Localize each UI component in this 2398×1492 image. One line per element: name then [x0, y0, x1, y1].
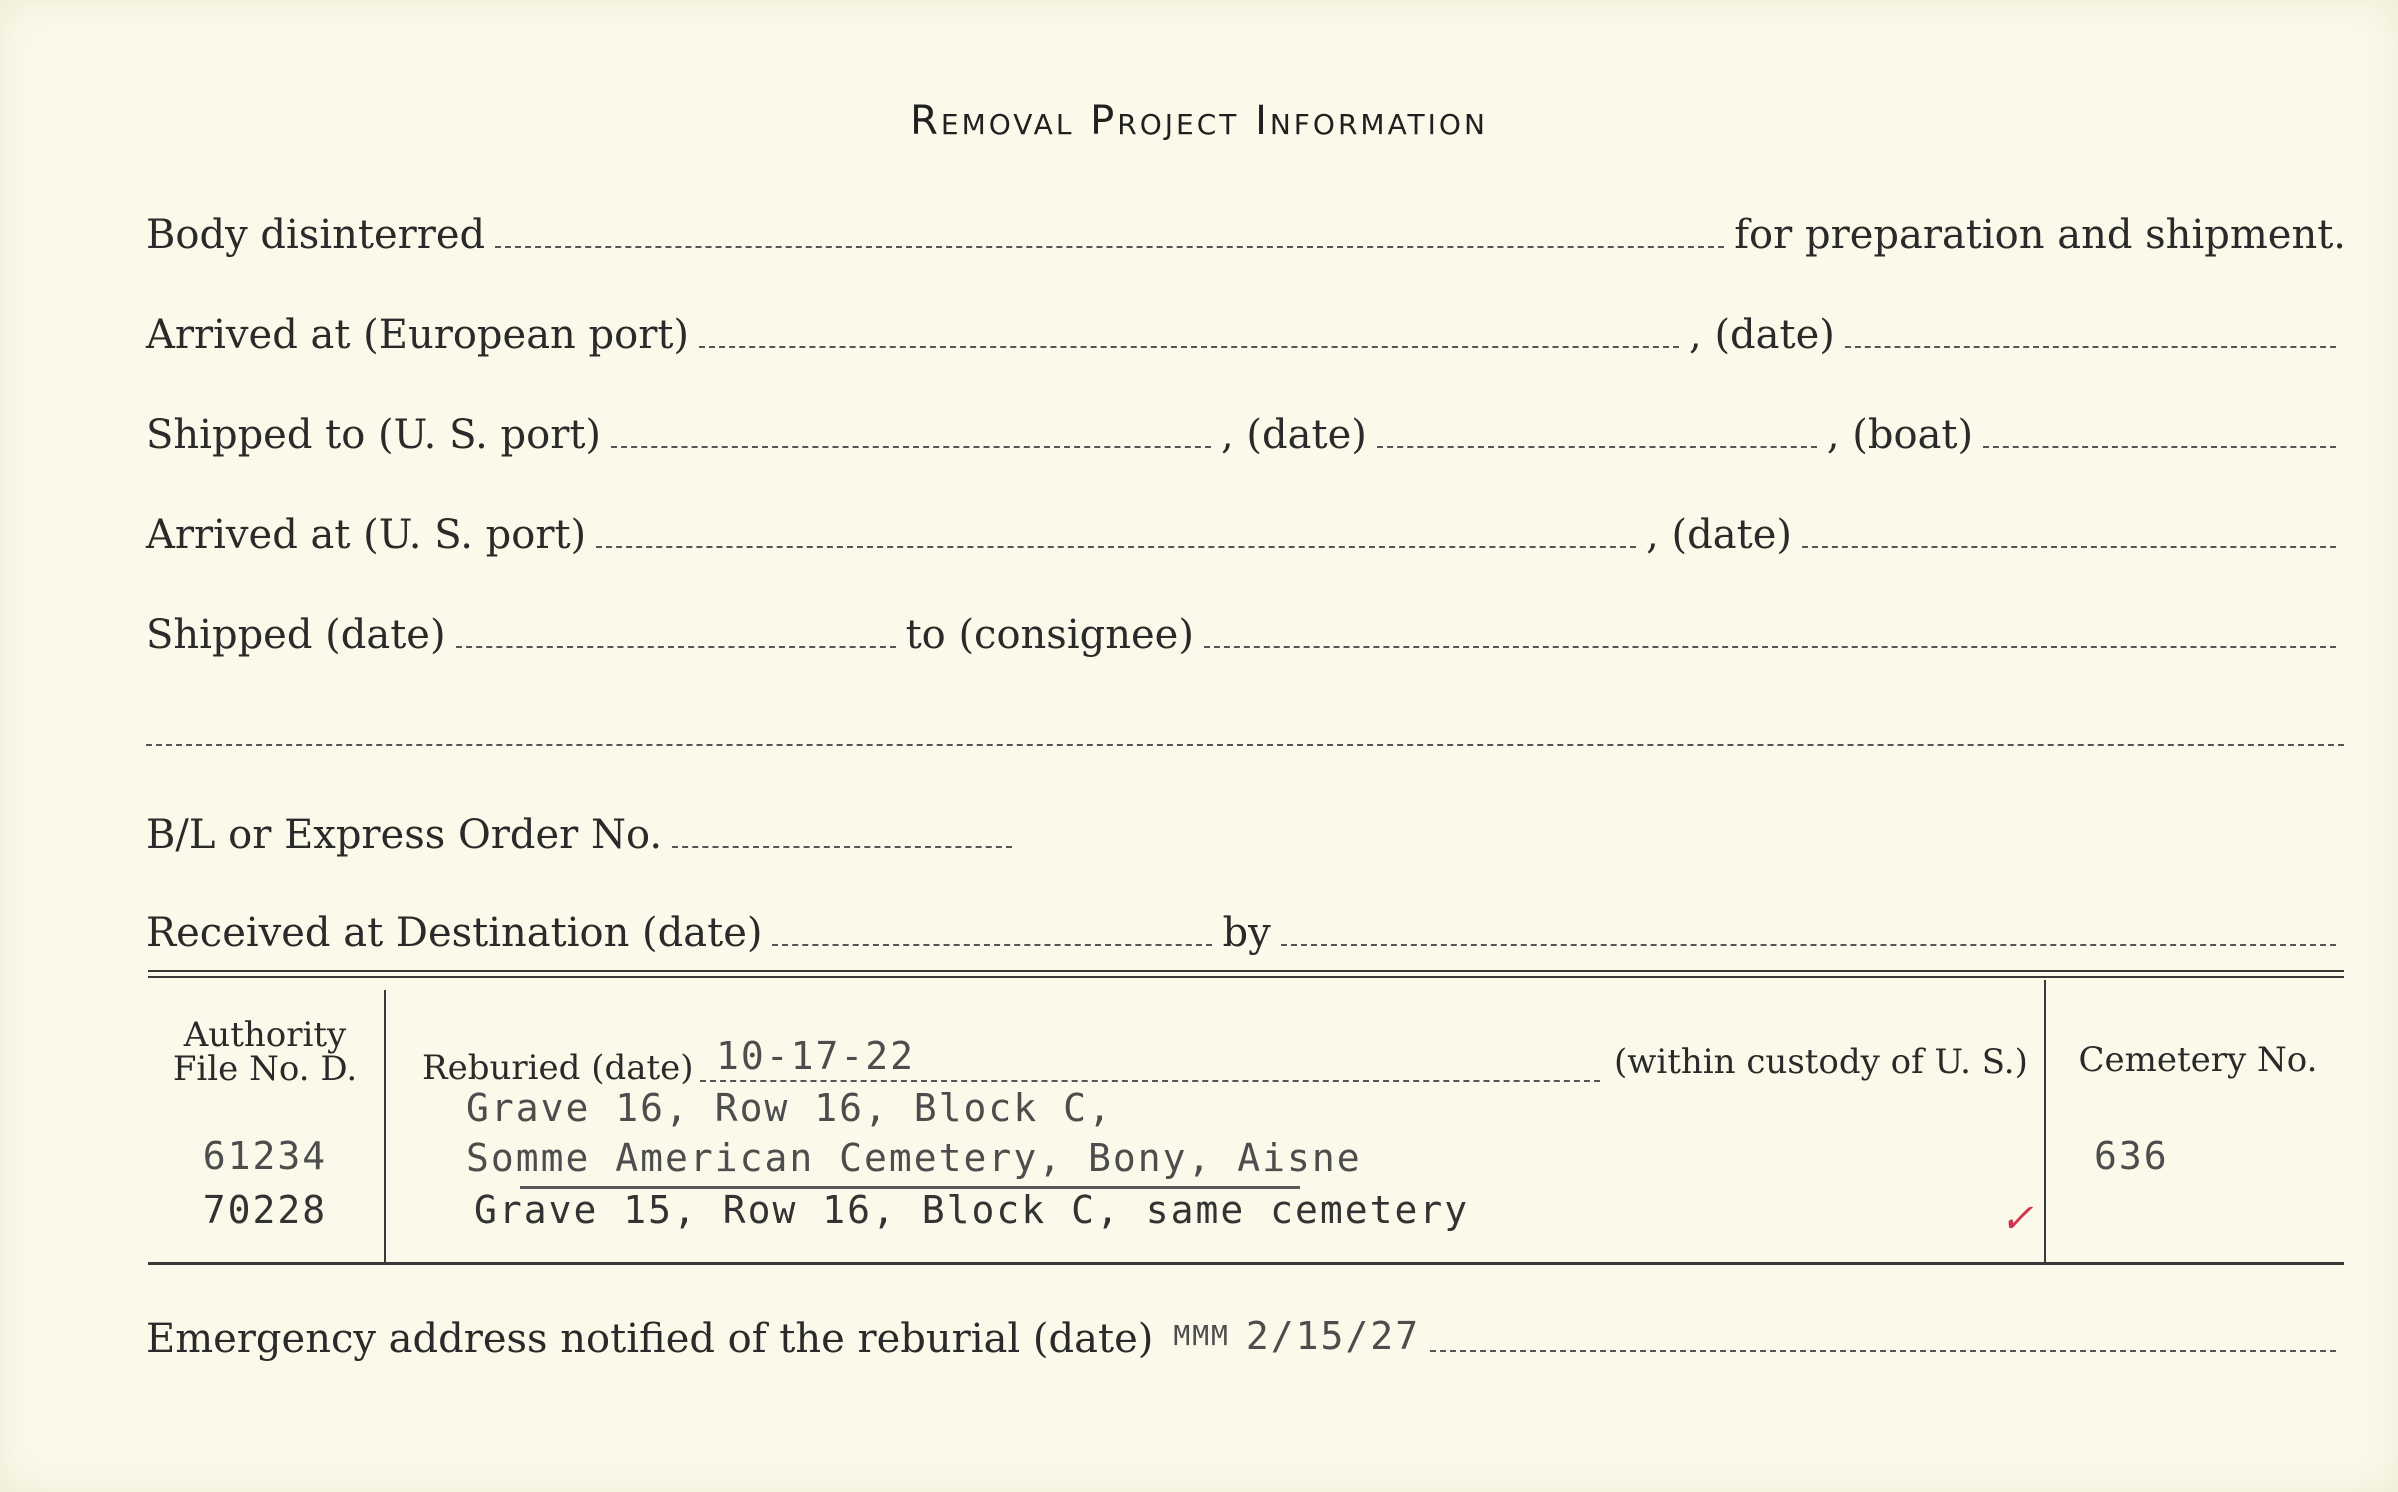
file-no-label: File No. D.: [172, 1049, 358, 1089]
row-shipped-date: [146, 612, 2346, 658]
row-shipped-us: [146, 412, 2346, 458]
disinterred-suffix: for preparation and shipment.: [1734, 212, 2346, 258]
location-line-1: Grave 16, Row 16, Block C,: [466, 1086, 1113, 1130]
authority-label: Authority: [183, 1015, 347, 1055]
row-arrived-european: [146, 312, 2346, 358]
arrived-us-date-label: , (date): [1646, 512, 1792, 558]
disinterred-label: Body disinterred: [146, 212, 486, 258]
column-divider-left: [384, 990, 386, 1262]
arrived-euro-label: Arrived at (European port): [146, 312, 690, 358]
reburied-date[interactable]: 10-17-22: [716, 1034, 916, 1078]
shipped-date-field[interactable]: [456, 646, 896, 648]
bl-label: B/L or Express Order No.: [146, 812, 663, 858]
card-title: Removal Project Information: [910, 98, 1488, 144]
disinterred-field[interactable]: [495, 246, 1724, 248]
row-arrived-us: [146, 512, 2346, 558]
emergency-date[interactable]: 2/15/27: [1245, 1314, 1421, 1358]
row-received: [146, 910, 2346, 956]
row-emergency: [146, 1314, 2346, 1362]
custody-label: (within custody of U. S.): [1614, 1042, 2028, 1082]
shipped-date-label: Shipped (date): [146, 612, 446, 658]
shipped-us-date-label: , (date): [1221, 412, 1367, 458]
received-by-field[interactable]: [1281, 944, 2336, 946]
cemetery-number: 636: [2094, 1134, 2169, 1178]
table-bottom-rule: [148, 1262, 2344, 1265]
table-top-rule: [148, 970, 2344, 972]
shipped-us-port-field[interactable]: [611, 446, 1211, 448]
boat-field[interactable]: [1983, 446, 2336, 448]
received-date-field[interactable]: [772, 944, 1212, 946]
row-disinterred: [146, 212, 2346, 258]
reburied-date-line: [700, 1080, 1600, 1082]
reburied-label: Reburied (date): [422, 1048, 694, 1088]
cemetery-no-label: Cemetery No.: [2078, 1040, 2318, 1080]
emergency-date-field[interactable]: [1430, 1350, 2336, 1352]
location-line-2: Somme American Cemetery, Bony, Aisne: [466, 1136, 1362, 1180]
received-label: Received at Destination (date): [146, 910, 763, 956]
consignee-label: to (consignee): [905, 612, 1194, 658]
arrived-us-label: Arrived at (U. S. port): [146, 512, 587, 558]
arrived-euro-date-field[interactable]: [1845, 346, 2336, 348]
file-number-1: 61234: [202, 1134, 328, 1178]
table-top-rule-double: [148, 976, 2344, 978]
boat-label: , (boat): [1826, 412, 1974, 458]
arrived-us-date-field[interactable]: [1802, 546, 2336, 548]
consignee-continuation-line[interactable]: [146, 744, 2344, 746]
column-divider-right: [2044, 980, 2046, 1262]
emergency-initials: MMM: [1173, 1319, 1230, 1352]
arrived-euro-date-label: , (date): [1689, 312, 1835, 358]
arrived-euro-port-field[interactable]: [699, 346, 1679, 348]
row-bl-number: [146, 812, 2346, 858]
location-line-3: Grave 15, Row 16, Block C, same cemetery: [474, 1188, 1470, 1232]
authority-header: [150, 1015, 380, 1089]
consignee-field[interactable]: [1204, 646, 2336, 648]
shipped-us-date-field[interactable]: [1377, 446, 1817, 448]
red-check-mark: ✓: [2000, 1196, 2034, 1242]
bl-number-field[interactable]: [672, 846, 1012, 848]
shipped-us-label: Shipped to (U. S. port): [146, 412, 601, 458]
emergency-label: Emergency address notified of the reburial (date): [146, 1316, 1154, 1362]
by-label: by: [1222, 910, 1271, 956]
arrived-us-port-field[interactable]: [596, 546, 1636, 548]
file-number-2: 70228: [202, 1188, 328, 1232]
